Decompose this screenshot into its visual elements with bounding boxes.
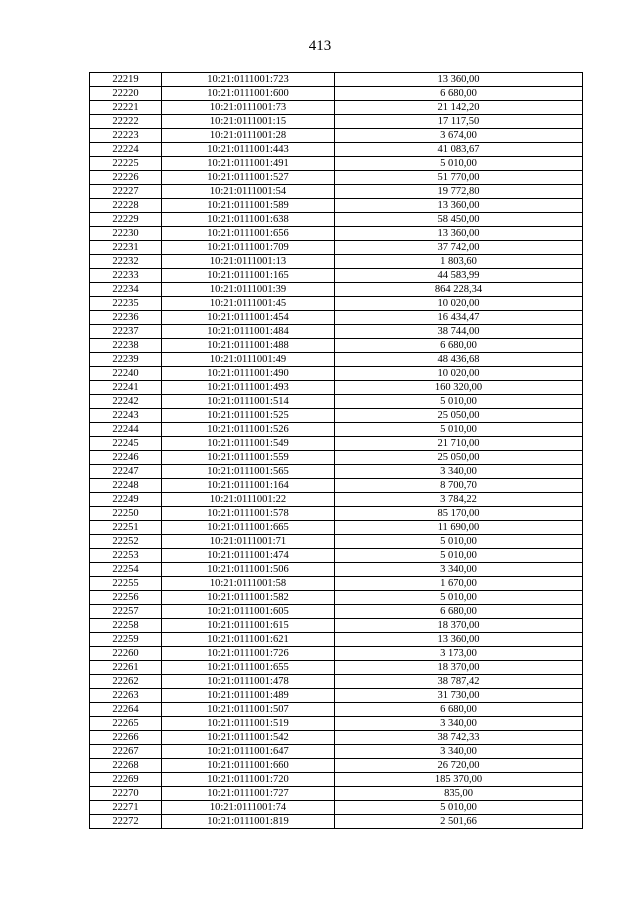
row-number-cell: 22230 xyxy=(90,227,162,241)
cadastral-number-cell: 10:21:0111001:28 xyxy=(162,129,335,143)
table-row xyxy=(90,409,583,423)
table-row xyxy=(90,521,583,535)
value-cell: 11 690,00 xyxy=(335,521,583,535)
row-number-cell: 22243 xyxy=(90,409,162,423)
row-number-cell: 22226 xyxy=(90,171,162,185)
value-cell: 864 228,34 xyxy=(335,283,583,297)
cadastral-number-cell: 10:21:0111001:71 xyxy=(162,535,335,549)
value-cell: 185 370,00 xyxy=(335,773,583,787)
table-row xyxy=(90,493,583,507)
value-cell: 5 010,00 xyxy=(335,423,583,437)
row-number-cell: 22225 xyxy=(90,157,162,171)
table-row xyxy=(90,703,583,717)
value-cell: 18 370,00 xyxy=(335,619,583,633)
cadastral-number-cell: 10:21:0111001:709 xyxy=(162,241,335,255)
row-number-cell: 22252 xyxy=(90,535,162,549)
table-row xyxy=(90,199,583,213)
cadastral-number-cell: 10:21:0111001:665 xyxy=(162,521,335,535)
row-number-cell: 22254 xyxy=(90,563,162,577)
row-number-cell: 22245 xyxy=(90,437,162,451)
table-row xyxy=(90,549,583,563)
table-row xyxy=(90,759,583,773)
table-row xyxy=(90,227,583,241)
cadastral-number-cell: 10:21:0111001:488 xyxy=(162,339,335,353)
table-row xyxy=(90,283,583,297)
row-number-cell: 22228 xyxy=(90,199,162,213)
cadastral-number-cell: 10:21:0111001:507 xyxy=(162,703,335,717)
cadastral-number-cell: 10:21:0111001:647 xyxy=(162,745,335,759)
table-row xyxy=(90,731,583,745)
row-number-cell: 22267 xyxy=(90,745,162,759)
value-cell: 38 742,33 xyxy=(335,731,583,745)
value-cell: 5 010,00 xyxy=(335,801,583,815)
table-row xyxy=(90,171,583,185)
value-cell: 17 117,50 xyxy=(335,115,583,129)
cadastral-number-cell: 10:21:0111001:582 xyxy=(162,591,335,605)
table-row xyxy=(90,325,583,339)
row-number-cell: 22266 xyxy=(90,731,162,745)
cadastral-number-cell: 10:21:0111001:13 xyxy=(162,255,335,269)
table-row xyxy=(90,339,583,353)
cadastral-number-cell: 10:21:0111001:542 xyxy=(162,731,335,745)
table-row xyxy=(90,787,583,801)
row-number-cell: 22257 xyxy=(90,605,162,619)
cadastral-number-cell: 10:21:0111001:589 xyxy=(162,199,335,213)
cadastral-number-cell: 10:21:0111001:454 xyxy=(162,311,335,325)
cadastral-number-cell: 10:21:0111001:58 xyxy=(162,577,335,591)
row-number-cell: 22264 xyxy=(90,703,162,717)
value-cell: 3 340,00 xyxy=(335,465,583,479)
cadastral-number-cell: 10:21:0111001:726 xyxy=(162,647,335,661)
value-cell: 37 742,00 xyxy=(335,241,583,255)
row-number-cell: 22241 xyxy=(90,381,162,395)
row-number-cell: 22232 xyxy=(90,255,162,269)
row-number-cell: 22237 xyxy=(90,325,162,339)
value-cell: 21 142,20 xyxy=(335,101,583,115)
row-number-cell: 22253 xyxy=(90,549,162,563)
table-row xyxy=(90,87,583,101)
table-row xyxy=(90,633,583,647)
value-cell: 13 360,00 xyxy=(335,199,583,213)
row-number-cell: 22259 xyxy=(90,633,162,647)
table-row xyxy=(90,591,583,605)
cadastral-number-cell: 10:21:0111001:727 xyxy=(162,787,335,801)
row-number-cell: 22258 xyxy=(90,619,162,633)
row-number-cell: 22269 xyxy=(90,773,162,787)
value-cell: 6 680,00 xyxy=(335,605,583,619)
cadastral-number-cell: 10:21:0111001:489 xyxy=(162,689,335,703)
value-cell: 10 020,00 xyxy=(335,367,583,381)
value-cell: 3 340,00 xyxy=(335,563,583,577)
row-number-cell: 22244 xyxy=(90,423,162,437)
value-cell: 13 360,00 xyxy=(335,633,583,647)
cadastral-number-cell: 10:21:0111001:73 xyxy=(162,101,335,115)
table-row xyxy=(90,577,583,591)
row-number-cell: 22233 xyxy=(90,269,162,283)
cadastral-number-cell: 10:21:0111001:615 xyxy=(162,619,335,633)
cadastral-number-cell: 10:21:0111001:506 xyxy=(162,563,335,577)
value-cell: 41 083,67 xyxy=(335,143,583,157)
table-row xyxy=(90,143,583,157)
cadastral-number-cell: 10:21:0111001:565 xyxy=(162,465,335,479)
table-row xyxy=(90,255,583,269)
value-cell: 58 450,00 xyxy=(335,213,583,227)
value-cell: 5 010,00 xyxy=(335,549,583,563)
row-number-cell: 22234 xyxy=(90,283,162,297)
cadastral-value-table xyxy=(89,72,583,829)
value-cell: 26 720,00 xyxy=(335,759,583,773)
row-number-cell: 22255 xyxy=(90,577,162,591)
cadastral-number-cell: 10:21:0111001:526 xyxy=(162,423,335,437)
row-number-cell: 22248 xyxy=(90,479,162,493)
cadastral-number-cell: 10:21:0111001:49 xyxy=(162,353,335,367)
cadastral-number-cell: 10:21:0111001:164 xyxy=(162,479,335,493)
cadastral-number-cell: 10:21:0111001:165 xyxy=(162,269,335,283)
value-cell: 48 436,68 xyxy=(335,353,583,367)
row-number-cell: 22240 xyxy=(90,367,162,381)
value-cell: 6 680,00 xyxy=(335,703,583,717)
value-cell: 13 360,00 xyxy=(335,227,583,241)
row-number-cell: 22236 xyxy=(90,311,162,325)
value-cell: 2 501,66 xyxy=(335,815,583,829)
table-row xyxy=(90,605,583,619)
cadastral-number-cell: 10:21:0111001:527 xyxy=(162,171,335,185)
table-row xyxy=(90,311,583,325)
table-row xyxy=(90,115,583,129)
row-number-cell: 22249 xyxy=(90,493,162,507)
cadastral-number-cell: 10:21:0111001:54 xyxy=(162,185,335,199)
table-row xyxy=(90,129,583,143)
row-number-cell: 22272 xyxy=(90,815,162,829)
cadastral-number-cell: 10:21:0111001:474 xyxy=(162,549,335,563)
value-cell: 3 173,00 xyxy=(335,647,583,661)
cadastral-number-cell: 10:21:0111001:15 xyxy=(162,115,335,129)
row-number-cell: 22251 xyxy=(90,521,162,535)
cadastral-number-cell: 10:21:0111001:484 xyxy=(162,325,335,339)
cadastral-number-cell: 10:21:0111001:638 xyxy=(162,213,335,227)
value-cell: 31 730,00 xyxy=(335,689,583,703)
cadastral-number-cell: 10:21:0111001:605 xyxy=(162,605,335,619)
value-cell: 5 010,00 xyxy=(335,157,583,171)
row-number-cell: 22224 xyxy=(90,143,162,157)
value-cell: 25 050,00 xyxy=(335,409,583,423)
row-number-cell: 22239 xyxy=(90,353,162,367)
table-row xyxy=(90,213,583,227)
table-row xyxy=(90,437,583,451)
row-number-cell: 22222 xyxy=(90,115,162,129)
row-number-cell: 22256 xyxy=(90,591,162,605)
cadastral-number-cell: 10:21:0111001:443 xyxy=(162,143,335,157)
table-row xyxy=(90,479,583,493)
table-row xyxy=(90,661,583,675)
row-number-cell: 22219 xyxy=(90,73,162,87)
value-cell: 1 670,00 xyxy=(335,577,583,591)
row-number-cell: 22231 xyxy=(90,241,162,255)
row-number-cell: 22262 xyxy=(90,675,162,689)
value-cell: 1 803,60 xyxy=(335,255,583,269)
value-cell: 835,00 xyxy=(335,787,583,801)
row-number-cell: 22247 xyxy=(90,465,162,479)
row-number-cell: 22268 xyxy=(90,759,162,773)
table-row xyxy=(90,101,583,115)
value-cell: 3 340,00 xyxy=(335,717,583,731)
cadastral-number-cell: 10:21:0111001:514 xyxy=(162,395,335,409)
cadastral-number-cell: 10:21:0111001:74 xyxy=(162,801,335,815)
value-cell: 3 674,00 xyxy=(335,129,583,143)
table-row xyxy=(90,801,583,815)
row-number-cell: 22242 xyxy=(90,395,162,409)
table-body xyxy=(90,73,583,829)
row-number-cell: 22238 xyxy=(90,339,162,353)
table-row xyxy=(90,423,583,437)
cadastral-number-cell: 10:21:0111001:559 xyxy=(162,451,335,465)
table-row xyxy=(90,773,583,787)
cadastral-number-cell: 10:21:0111001:723 xyxy=(162,73,335,87)
cadastral-number-cell: 10:21:0111001:39 xyxy=(162,283,335,297)
table-row xyxy=(90,563,583,577)
value-cell: 85 170,00 xyxy=(335,507,583,521)
cadastral-number-cell: 10:21:0111001:720 xyxy=(162,773,335,787)
table-row xyxy=(90,717,583,731)
value-cell: 160 320,00 xyxy=(335,381,583,395)
row-number-cell: 22271 xyxy=(90,801,162,815)
row-number-cell: 22235 xyxy=(90,297,162,311)
table-row xyxy=(90,535,583,549)
value-cell: 3 340,00 xyxy=(335,745,583,759)
table-row xyxy=(90,619,583,633)
table-row xyxy=(90,367,583,381)
cadastral-number-cell: 10:21:0111001:578 xyxy=(162,507,335,521)
value-cell: 18 370,00 xyxy=(335,661,583,675)
cadastral-number-cell: 10:21:0111001:660 xyxy=(162,759,335,773)
row-number-cell: 22246 xyxy=(90,451,162,465)
table-row xyxy=(90,745,583,759)
cadastral-number-cell: 10:21:0111001:525 xyxy=(162,409,335,423)
row-number-cell: 22220 xyxy=(90,87,162,101)
value-cell: 5 010,00 xyxy=(335,535,583,549)
value-cell: 6 680,00 xyxy=(335,87,583,101)
row-number-cell: 22223 xyxy=(90,129,162,143)
cadastral-number-cell: 10:21:0111001:491 xyxy=(162,157,335,171)
value-cell: 44 583,99 xyxy=(335,269,583,283)
value-cell: 8 700,70 xyxy=(335,479,583,493)
table-row xyxy=(90,157,583,171)
value-cell: 19 772,80 xyxy=(335,185,583,199)
value-cell: 25 050,00 xyxy=(335,451,583,465)
cadastral-number-cell: 10:21:0111001:549 xyxy=(162,437,335,451)
value-cell: 5 010,00 xyxy=(335,591,583,605)
cadastral-number-cell: 10:21:0111001:656 xyxy=(162,227,335,241)
table-row xyxy=(90,395,583,409)
table-row xyxy=(90,297,583,311)
table-row xyxy=(90,465,583,479)
value-cell: 13 360,00 xyxy=(335,73,583,87)
table-row xyxy=(90,353,583,367)
table-row xyxy=(90,815,583,829)
value-cell: 5 010,00 xyxy=(335,395,583,409)
row-number-cell: 22221 xyxy=(90,101,162,115)
table-row xyxy=(90,647,583,661)
row-number-cell: 22270 xyxy=(90,787,162,801)
table-row xyxy=(90,185,583,199)
cadastral-number-cell: 10:21:0111001:478 xyxy=(162,675,335,689)
value-cell: 21 710,00 xyxy=(335,437,583,451)
table-row xyxy=(90,381,583,395)
cadastral-number-cell: 10:21:0111001:45 xyxy=(162,297,335,311)
cadastral-number-cell: 10:21:0111001:490 xyxy=(162,367,335,381)
cadastral-number-cell: 10:21:0111001:819 xyxy=(162,815,335,829)
table-row xyxy=(90,675,583,689)
value-cell: 3 784,22 xyxy=(335,493,583,507)
value-cell: 38 787,42 xyxy=(335,675,583,689)
row-number-cell: 22260 xyxy=(90,647,162,661)
table-row xyxy=(90,73,583,87)
table-row xyxy=(90,507,583,521)
row-number-cell: 22261 xyxy=(90,661,162,675)
row-number-cell: 22263 xyxy=(90,689,162,703)
cadastral-number-cell: 10:21:0111001:493 xyxy=(162,381,335,395)
value-cell: 10 020,00 xyxy=(335,297,583,311)
value-cell: 6 680,00 xyxy=(335,339,583,353)
table-row xyxy=(90,241,583,255)
value-cell: 51 770,00 xyxy=(335,171,583,185)
table-row xyxy=(90,451,583,465)
cadastral-number-cell: 10:21:0111001:600 xyxy=(162,87,335,101)
value-cell: 38 744,00 xyxy=(335,325,583,339)
row-number-cell: 22265 xyxy=(90,717,162,731)
row-number-cell: 22229 xyxy=(90,213,162,227)
row-number-cell: 22227 xyxy=(90,185,162,199)
row-number-cell: 22250 xyxy=(90,507,162,521)
table-row xyxy=(90,269,583,283)
cadastral-number-cell: 10:21:0111001:519 xyxy=(162,717,335,731)
table-row xyxy=(90,689,583,703)
cadastral-number-cell: 10:21:0111001:655 xyxy=(162,661,335,675)
page-number: 413 xyxy=(308,38,332,54)
cadastral-number-cell: 10:21:0111001:621 xyxy=(162,633,335,647)
cadastral-number-cell: 10:21:0111001:22 xyxy=(162,493,335,507)
value-cell: 16 434,47 xyxy=(335,311,583,325)
